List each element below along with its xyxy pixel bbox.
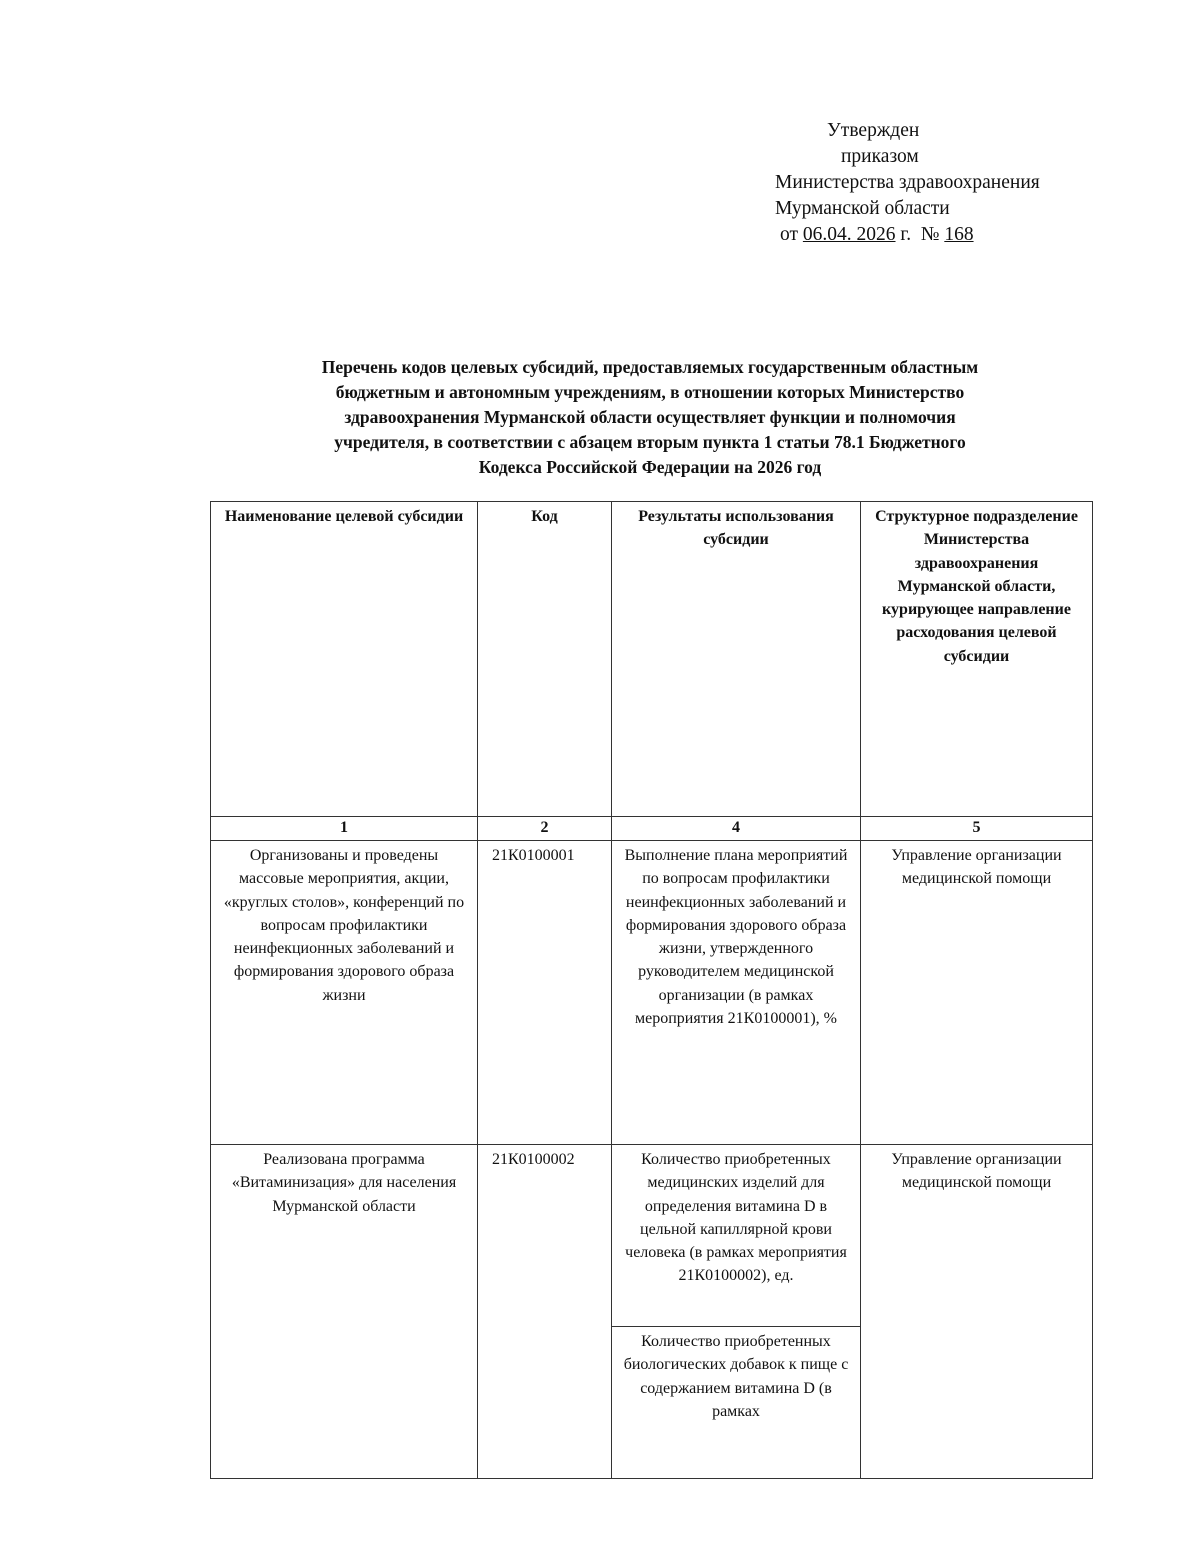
document-title (215, 355, 1085, 480)
cell-department: Управление организации медицинской помощи (861, 841, 1093, 1145)
title-line: Перечень кодов целевых субсидий, предоставляемых государственным областным (321, 357, 979, 377)
cell-result: Количество приобретенных медицинских изделий для определения витамина D в цельной капиллярной крови человека (в рамках мероприятия 21К0100002), ед. (612, 1145, 861, 1327)
approval-line-order: приказом (841, 146, 919, 167)
header-results: Результаты использования субсидии (612, 502, 861, 817)
header-code: Код (478, 502, 612, 817)
table-row (211, 841, 1093, 1145)
cell-subsidy-name: Реализована программа «Витаминизация» для населения Мурманской области (211, 1145, 478, 1479)
cell-department: Управление организации медицинской помощи (861, 1145, 1093, 1479)
column-number: 4 (612, 817, 861, 841)
header-department: Структурное подразделение Министерства здравоохранения Мурманской области, курирующее направление расходования целевой субсидии (861, 502, 1093, 817)
approval-date: 06.04. 2026 (802, 224, 896, 245)
approval-from: от (780, 224, 799, 245)
subsidy-codes-table (210, 501, 1093, 1479)
approval-number: 168 (944, 224, 974, 245)
approval-line-ministry: Министерства здравоохранения (775, 172, 1040, 193)
approval-stamp (775, 118, 1105, 248)
approval-line-approved: Утвержден (827, 120, 920, 141)
column-numbers-row (211, 817, 1093, 841)
cell-result: Выполнение плана мероприятий по вопросам профилактики неинфекционных заболеваний и формирования здорового образа жизни, утвержденного руководителем медицинской организации (в рамках мероприятия 21К0100001), % (612, 841, 861, 1145)
table-header-row (211, 502, 1093, 817)
approval-line-region: Мурманской области (775, 198, 950, 219)
approval-year-suffix: г. (900, 224, 912, 245)
header-subsidy-name: Наименование целевой субсидии (211, 502, 478, 817)
cell-code: 21К0100001 (478, 841, 612, 1145)
column-number: 2 (478, 817, 612, 841)
cell-code: 21К0100002 (478, 1145, 612, 1479)
title-line: бюджетным и автономным учреждениям, в отношении которых Министерство (335, 382, 965, 402)
title-line: Кодекса Российской Федерации на 2026 год (478, 457, 822, 477)
cell-subsidy-name: Организованы и проведены массовые мероприятия, акции, «круглых столов», конференций по вопросам профилактики неинфекционных заболеваний и формирования здорового образа жизни (211, 841, 478, 1145)
column-number: 1 (211, 817, 478, 841)
title-line: здравоохранения Мурманской области осуществляет функции и полномочия (344, 407, 956, 427)
title-line: учредителя, в соответствии с абзацем вторым пункта 1 статьи 78.1 Бюджетного (334, 432, 966, 452)
approval-line-date-number (775, 222, 1105, 248)
table-row (211, 1145, 1093, 1327)
approval-number-sign: № (920, 224, 940, 245)
cell-result-2: Количество приобретенных биологических добавок к пище с содержанием витамина D (в рамках (612, 1327, 861, 1479)
column-number: 5 (861, 817, 1093, 841)
